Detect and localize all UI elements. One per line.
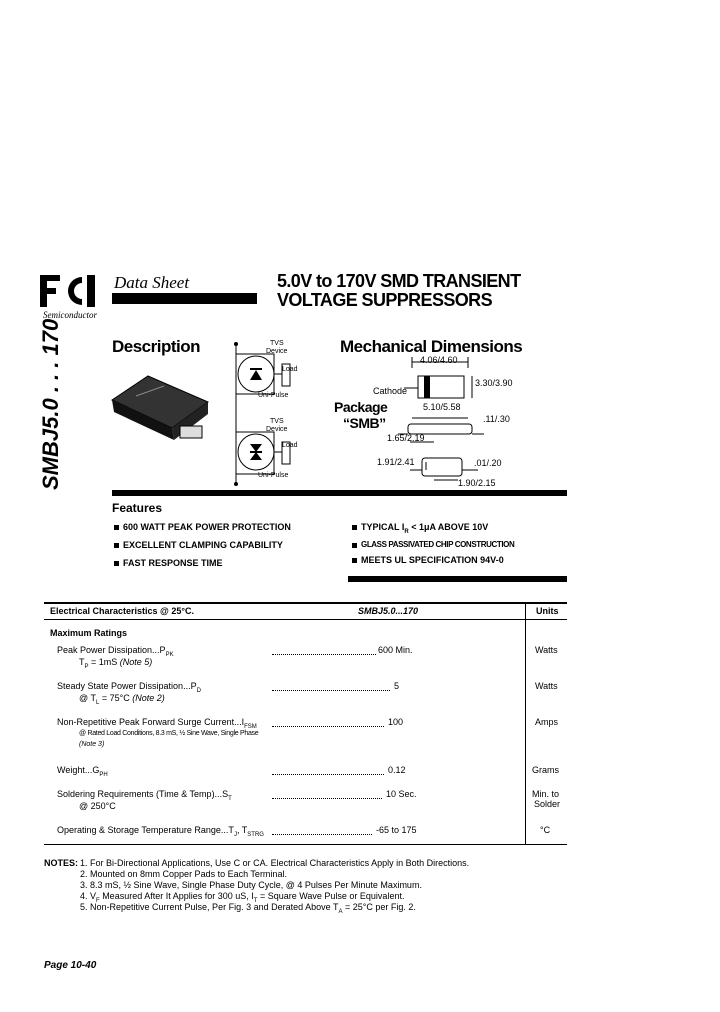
row3-value: 100 — [388, 717, 404, 727]
row4-label-sub: PH — [99, 771, 108, 778]
row6-label-mid: , T — [236, 825, 248, 835]
row4-label-text: Weight...G — [57, 765, 100, 775]
feature-left-2: EXCELLENT CLAMPING CAPABILITY — [123, 540, 283, 550]
fci-logo — [40, 273, 100, 309]
bullet-icon — [114, 525, 119, 530]
note-3: 3. 8.3 mS, ½ Sine Wave, Single Phase Duty Cycle, @ 4 Pulses Per Minute Maximum. — [80, 880, 422, 890]
row3-label — [57, 717, 257, 730]
dim-lead-thickness: .11/.30 — [483, 414, 510, 424]
features-top-rule — [112, 490, 567, 496]
dim-height: 3.30/3.90 — [475, 378, 513, 388]
note-1: 1. For Bi-Directional Applications, Use C or CA. Electrical Characteristics Apply in Both Directions. — [80, 858, 470, 868]
dim-foot: 1.90/2.15 — [458, 478, 496, 488]
note-4-b: Measured After It Applies for 300 uS, I — [99, 891, 254, 901]
notes-heading: NOTES: — [44, 858, 79, 868]
row5-leader — [272, 798, 382, 799]
row1-label-sub: PK — [165, 651, 174, 658]
features-heading: Features — [112, 501, 163, 515]
device-label-1: Device — [266, 348, 288, 355]
row1-units: Watts — [535, 645, 558, 655]
title-line2: VOLTAGE SUPPRESSORS — [277, 290, 492, 310]
feature-right-1-pre: TYPICAL I — [361, 522, 405, 532]
dim-side: 1.91/2.41 — [377, 457, 415, 467]
row1-line2-sub: P — [84, 663, 89, 670]
title-line1: 5.0V to 170V SMD TRANSIENT — [277, 271, 521, 291]
row3-leader — [272, 726, 384, 727]
part-number-vertical: SMBJ5.0 . . . 170 — [38, 318, 63, 490]
note-5-sub: A — [338, 908, 343, 915]
table-header-left: Electrical Characteristics @ 25°C. — [50, 606, 194, 616]
row6-units: °C — [540, 825, 551, 835]
feature-right-1 — [361, 522, 488, 535]
circuit-diagram — [222, 334, 302, 494]
row3-label-sub: FSM — [244, 723, 257, 730]
features-bottom-rule — [348, 576, 567, 582]
dim-width: 5.10/5.58 — [423, 402, 461, 412]
row5-label — [57, 789, 232, 802]
row5-label-sub: T — [228, 795, 232, 802]
device-label-2: Device — [266, 426, 288, 433]
row2-line2-note: (Note 2) — [132, 693, 165, 703]
table-header-rule — [44, 619, 567, 620]
dim-top: 4.06/4.60 — [420, 355, 458, 365]
row5-label-text: Soldering Requirements (Time & Temp)...S — [57, 789, 229, 799]
fci-logo-mark — [40, 273, 100, 309]
row2-label-sub: D — [196, 687, 201, 694]
data-sheet-label: Data Sheet — [114, 273, 190, 292]
description-heading: Description — [112, 337, 201, 356]
note-4-c: = Square Wave Pulse or Equivalent. — [257, 891, 405, 901]
table-header-units: Units — [536, 606, 559, 616]
row1-line2-note: (Note 5) — [119, 657, 153, 667]
row2-leader — [272, 690, 390, 691]
table-bottom-rule — [44, 844, 567, 845]
row4-label — [57, 765, 108, 778]
page-number: Page 10-40 — [44, 960, 97, 971]
mechanical-heading: Mechanical Dimensions — [340, 337, 523, 356]
row3-units: Amps — [535, 717, 559, 727]
table-header-mid: SMBJ5.0...170 — [358, 606, 419, 616]
smb-package-photo — [106, 372, 212, 442]
note-4-sub1: F — [96, 897, 100, 904]
row2-value: 5 — [394, 681, 400, 691]
table-top-rule — [44, 602, 567, 604]
row5-line2: @ 250°C — [79, 801, 116, 811]
uni-pulse-label-2: Uni-Pulse — [258, 472, 289, 479]
row6-leader — [272, 834, 372, 835]
note-5-a: 5. Non-Repetitive Current Pulse, Per Fig. 3 and Derated Above T — [80, 902, 339, 912]
row2-units: Watts — [535, 681, 558, 691]
tvs-label-2: TVS — [270, 418, 284, 425]
bullet-icon — [114, 543, 119, 548]
row2-line2-sub: L — [95, 699, 100, 706]
feature-left-3: FAST RESPONSE TIME — [123, 558, 223, 568]
row6-value: -65 to 175 — [376, 825, 417, 835]
row2-line2 — [79, 693, 165, 706]
row1-line2-text: T — [79, 657, 85, 667]
tvs-label-1: TVS — [270, 340, 284, 347]
load-label-1: Load — [282, 366, 298, 373]
row4-units: Grams — [532, 765, 559, 775]
row2-label — [57, 681, 201, 694]
feature-right-1-sub: R — [404, 528, 409, 535]
header-bar — [112, 293, 257, 304]
note-4-sub2: T — [253, 897, 258, 904]
row2-line2-rest: = 75°C — [99, 693, 133, 703]
note-5-b: = 25°C per Fig. 2. — [342, 902, 416, 912]
row2-line2-text: @ T — [79, 693, 96, 703]
row4-value: 0.12 — [388, 765, 406, 775]
row5-value: 10 Sec. — [386, 789, 417, 799]
row3-label-text: Non-Repetitive Peak Forward Surge Current...I — [57, 717, 245, 727]
package-name: “SMB” — [343, 415, 386, 431]
load-label-2: Load — [282, 442, 298, 449]
row1-label — [57, 645, 174, 658]
feature-left-1: 600 WATT PEAK POWER PROTECTION — [123, 522, 291, 532]
row6-label-text: Operating & Storage Temperature Range...T — [57, 825, 234, 835]
section-max-ratings: Maximum Ratings — [50, 628, 128, 638]
row3-line2: @ Rated Load Conditions, 8.3 mS, ½ Sine Wave, Single Phase — [79, 730, 259, 737]
row5-units2: Solder — [534, 799, 561, 809]
bullet-icon — [352, 558, 357, 563]
fci-subtitle: Semiconductor — [43, 310, 97, 320]
bullet-icon — [352, 525, 357, 530]
row3-line3: (Note 3) — [79, 741, 105, 748]
row2-label-text: Steady State Power Dissipation...P — [57, 681, 197, 691]
row5-units: Min. to — [532, 789, 560, 799]
uni-pulse-label-1: Uni-Pulse — [258, 392, 289, 399]
dim-standoff: .01/.20 — [474, 458, 502, 468]
row1-leader — [272, 654, 376, 655]
units-column-divider — [525, 604, 526, 844]
package-label: Package — [334, 399, 388, 415]
bullet-icon — [352, 543, 357, 548]
row1-label-text: Peak Power Dissipation...P — [57, 645, 166, 655]
row1-line2 — [79, 657, 152, 670]
feature-right-3: MEETS UL SPECIFICATION 94V-0 — [361, 555, 504, 565]
note-2: 2. Mounted on 8mm Copper Pads to Each Terminal. — [80, 869, 287, 879]
row4-leader — [272, 774, 384, 775]
feature-right-2: GLASS PASSIVATED CHIP CONSTRUCTION — [361, 540, 515, 549]
bullet-icon — [114, 561, 119, 566]
note-5 — [80, 902, 416, 915]
row6-label-sub: J — [233, 831, 237, 838]
cathode-label: Cathode — [373, 386, 408, 396]
row6-label — [57, 825, 264, 838]
row1-line2-rest: = 1mS — [88, 657, 120, 667]
dim-lead: 1.65/2.19 — [387, 433, 425, 443]
row1-value: 600 Min. — [378, 645, 413, 655]
row6-label-sub2: STRG — [247, 831, 264, 838]
note-4-a: 4. V — [80, 891, 97, 901]
feature-right-1-post: < 1μA ABOVE 10V — [408, 522, 489, 532]
